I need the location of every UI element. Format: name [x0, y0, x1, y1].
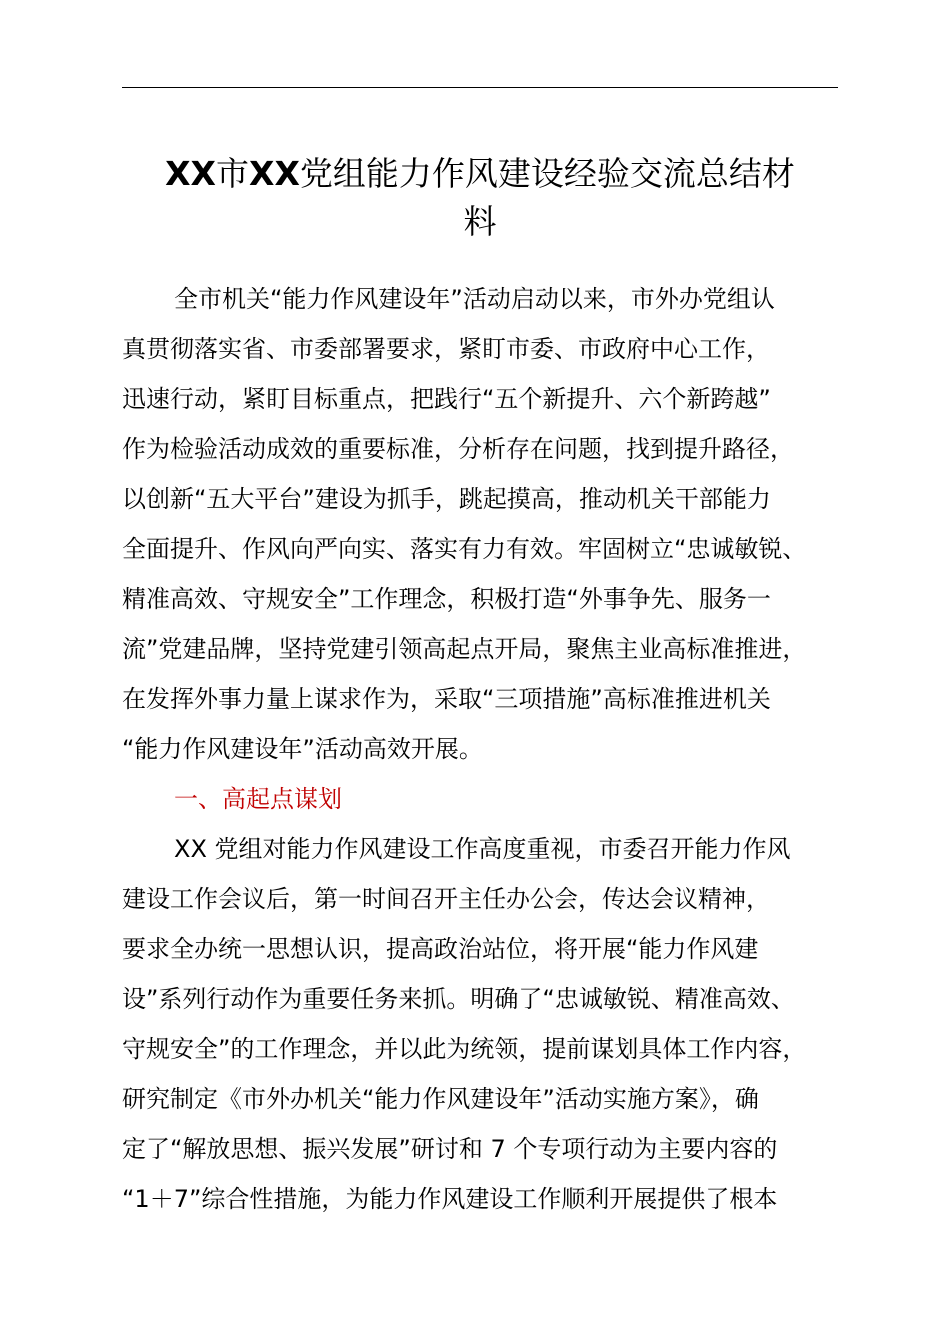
- title-line-1: [165, 154, 795, 193]
- paragraph-1-line: 全面提升、作风向严向实、落实有力有效。牢固树立“忠诚敏锐、: [122, 535, 807, 563]
- title-unit: XX: [249, 154, 300, 193]
- paragraph-1-line: 作为检验活动成效的重要标准，分析存在问题，找到提升路径，: [122, 435, 794, 463]
- paragraph-1-line: 精准高效、守规安全”工作理念，积极打造“外事争先、服务一: [122, 585, 771, 613]
- paragraph-1-line: 以创新“五大平台”建设为抓手，跳起摸高，推动机关干部能力: [122, 485, 771, 513]
- paragraph-2-line: 建设工作会议后，第一时间召开主任办公会，传达会议精神，: [122, 885, 770, 913]
- section-heading: 一、高起点谋划: [174, 785, 342, 813]
- header-rule: [122, 87, 838, 88]
- title-main: 党组能力作风建设经验交流总结材: [299, 154, 795, 193]
- paragraph-1-line: 全市机关“能力作风建设年”活动启动以来，市外办党组认: [174, 285, 775, 313]
- paragraph-1-line: 在发挥外事力量上谋求作为，采取“三项措施”高标准推进机关: [122, 685, 771, 713]
- document-title: [122, 150, 838, 246]
- title-prefix: XX: [165, 154, 216, 193]
- paragraph-2-line: 要求全办统一思想认识，提高政治站位，将开展“能力作风建: [122, 935, 759, 963]
- document-body: [122, 274, 838, 1224]
- paragraph-1-line: 迅速行动，紧盯目标重点，把践行“五个新提升、六个新跨越”: [122, 385, 771, 413]
- paragraph-1-line: 真贯彻落实省、市委部署要求，紧盯市委、市政府中心工作，: [122, 335, 770, 363]
- title-line-2: 料: [463, 202, 497, 241]
- paragraph-2-line: 定了“解放思想、振兴发展”研讨和 7 个专项行动为主要内容的: [122, 1135, 778, 1163]
- paragraph-2-line: XX 党组对能力作风建设工作高度重视，市委召开能力作风: [174, 835, 791, 863]
- paragraph-1-line: “能力作风建设年”活动高效开展。: [122, 735, 483, 763]
- paragraph-2-line: 守规安全”的工作理念，并以此为统领，提前谋划具体工作内容，: [122, 1035, 807, 1063]
- paragraph-2-line: 设”系列行动作为重要任务来抓。明确了“忠诚敏锐、精准高效、: [122, 985, 795, 1013]
- paragraph-2-line: 研究制定《市外办机关“能力作风建设年”活动实施方案》，确: [122, 1085, 759, 1113]
- paragraph-2-line: “1＋7”综合性措施，为能力作风建设工作顺利开展提供了根本: [122, 1185, 778, 1213]
- title-city: 市: [216, 154, 249, 193]
- paragraph-1-line: 流”党建品牌，坚持党建引领高起点开局，聚焦主业高标准推进，: [122, 635, 807, 663]
